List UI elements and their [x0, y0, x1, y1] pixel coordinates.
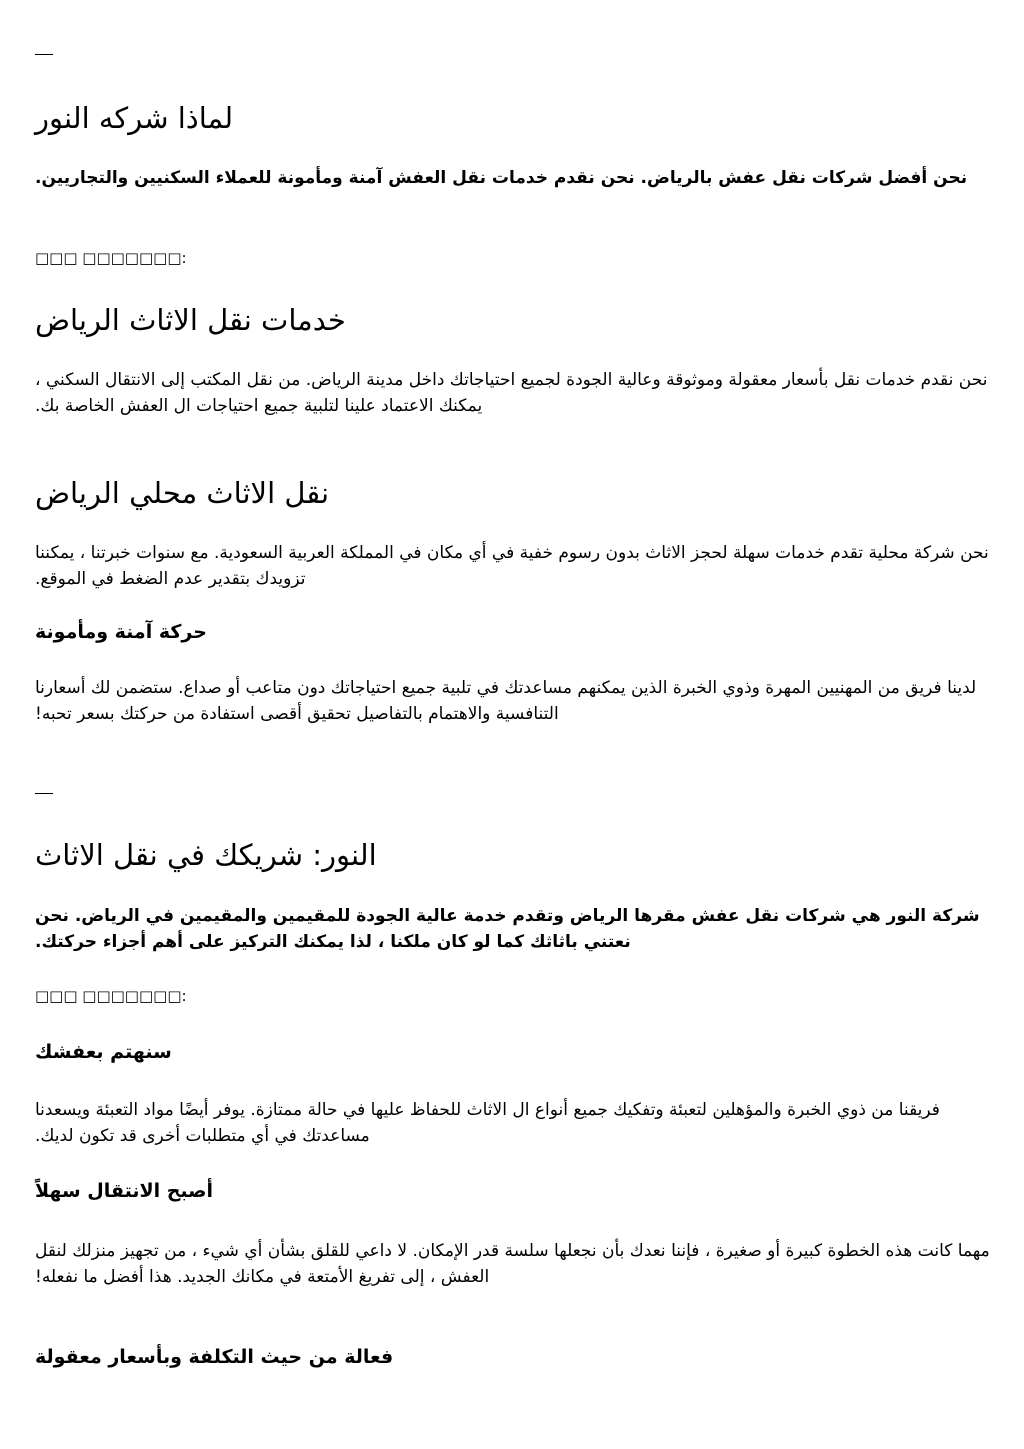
intro-lead-paragraph: نحن أفضل شركات نقل عفش بالرياض. نحن نقدم خدمات نقل العفش آمنة ومأمونة للعملاء السكنيين والتجاريين.	[35, 168, 968, 188]
local-moving-paragraph: نحن شركة محلية تقدم خدمات سهلة لحجز الاثاث بدون رسوم خفية في أي مكان في المملكة العربية السعودية. مع سنوات خبرتنا ، يمكننا تزويدك بتقدير عدم الضغط في الموقع.	[35, 543, 989, 589]
section-heading-local-moving: نقل الاثاث محلي الرياض	[35, 476, 330, 510]
care-paragraph: فريقنا من ذوي الخبرة والمؤهلين لتعبئة وتفكيك جميع أنواع ال الاثاث للحفاظ عليها في حالة ممتازة. يوفر أيضًا مواد التعبئة ويسعدنا مساعدتك في أي متطلبات أخرى قد تكون لديك.	[35, 1100, 940, 1146]
section-heading-riyadh-furniture-services: خدمات نقل الاثاث الرياض	[35, 303, 346, 337]
section-heading-partner: النور: شريكك في نقل الاثاث	[35, 838, 377, 872]
moving-easy-paragraph: مهما كانت هذه الخطوة كبيرة أو صغيرة ، فإننا نعدك بأن نجعلها سلسة قدر الإمكان. لا داعي للقلق بشأن أي شيء ، من تجهيز منزلك لنقل العفش ، إلى تفريغ الأمتعة في مكانك الجديد. هذا أفضل ما نفعله!	[35, 1241, 990, 1287]
partner-lead-paragraph: شركة النور هي شركات نقل عفش مقرها الرياض وتقدم خدمة عالية الجودة للمقيمين والمقيمين في الرياض. نحن نعتني باثاثك كما لو كان ملكنا ، لذا يمكنك التركيز على أهم أجزاء حركتك.	[35, 906, 980, 952]
section-heading-why-alnoor: لماذا شركه النور	[35, 101, 234, 135]
services-paragraph: نحن نقدم خدمات نقل بأسعار معقولة وموثوقة وعالية الجودة لجميع احتياجاتك داخل مدينة الرياض. من نقل المكتب إلى الانتقال السكني ، يمكنك الاعتماد علينا لتلبية جميع احتياجات ال العفش الخاصة بك.	[35, 370, 988, 416]
horizontal-rule-top	[35, 54, 53, 55]
section-heading-moving-made-easy: أصبح الانتقال سهلاً	[35, 1180, 214, 1202]
section-heading-affordable: فعالة من حيث التكلفة وبأسعار معقولة	[35, 1346, 394, 1368]
section-heading-safe-move: حركة آمنة ومأمونة	[35, 621, 207, 643]
section-heading-care-for-furniture: سنهتم بعفشك	[35, 1041, 172, 1063]
unrendered-glyph-label: □□□ □□□□□□□:	[35, 249, 187, 267]
unrendered-glyph-label: □□□ □□□□□□□:	[35, 987, 187, 1005]
horizontal-rule-middle	[35, 793, 53, 794]
safe-move-paragraph: لدينا فريق من المهنيين المهرة وذوي الخبرة الذين يمكنهم مساعدتك في تلبية جميع احتياجاتك دون متاعب أو صداع. ستضمن لك أسعارنا التنافسية والاهتمام بالتفاصيل تحقيق أقصى استفادة من حركتك بسعر تحبه!	[35, 678, 977, 724]
